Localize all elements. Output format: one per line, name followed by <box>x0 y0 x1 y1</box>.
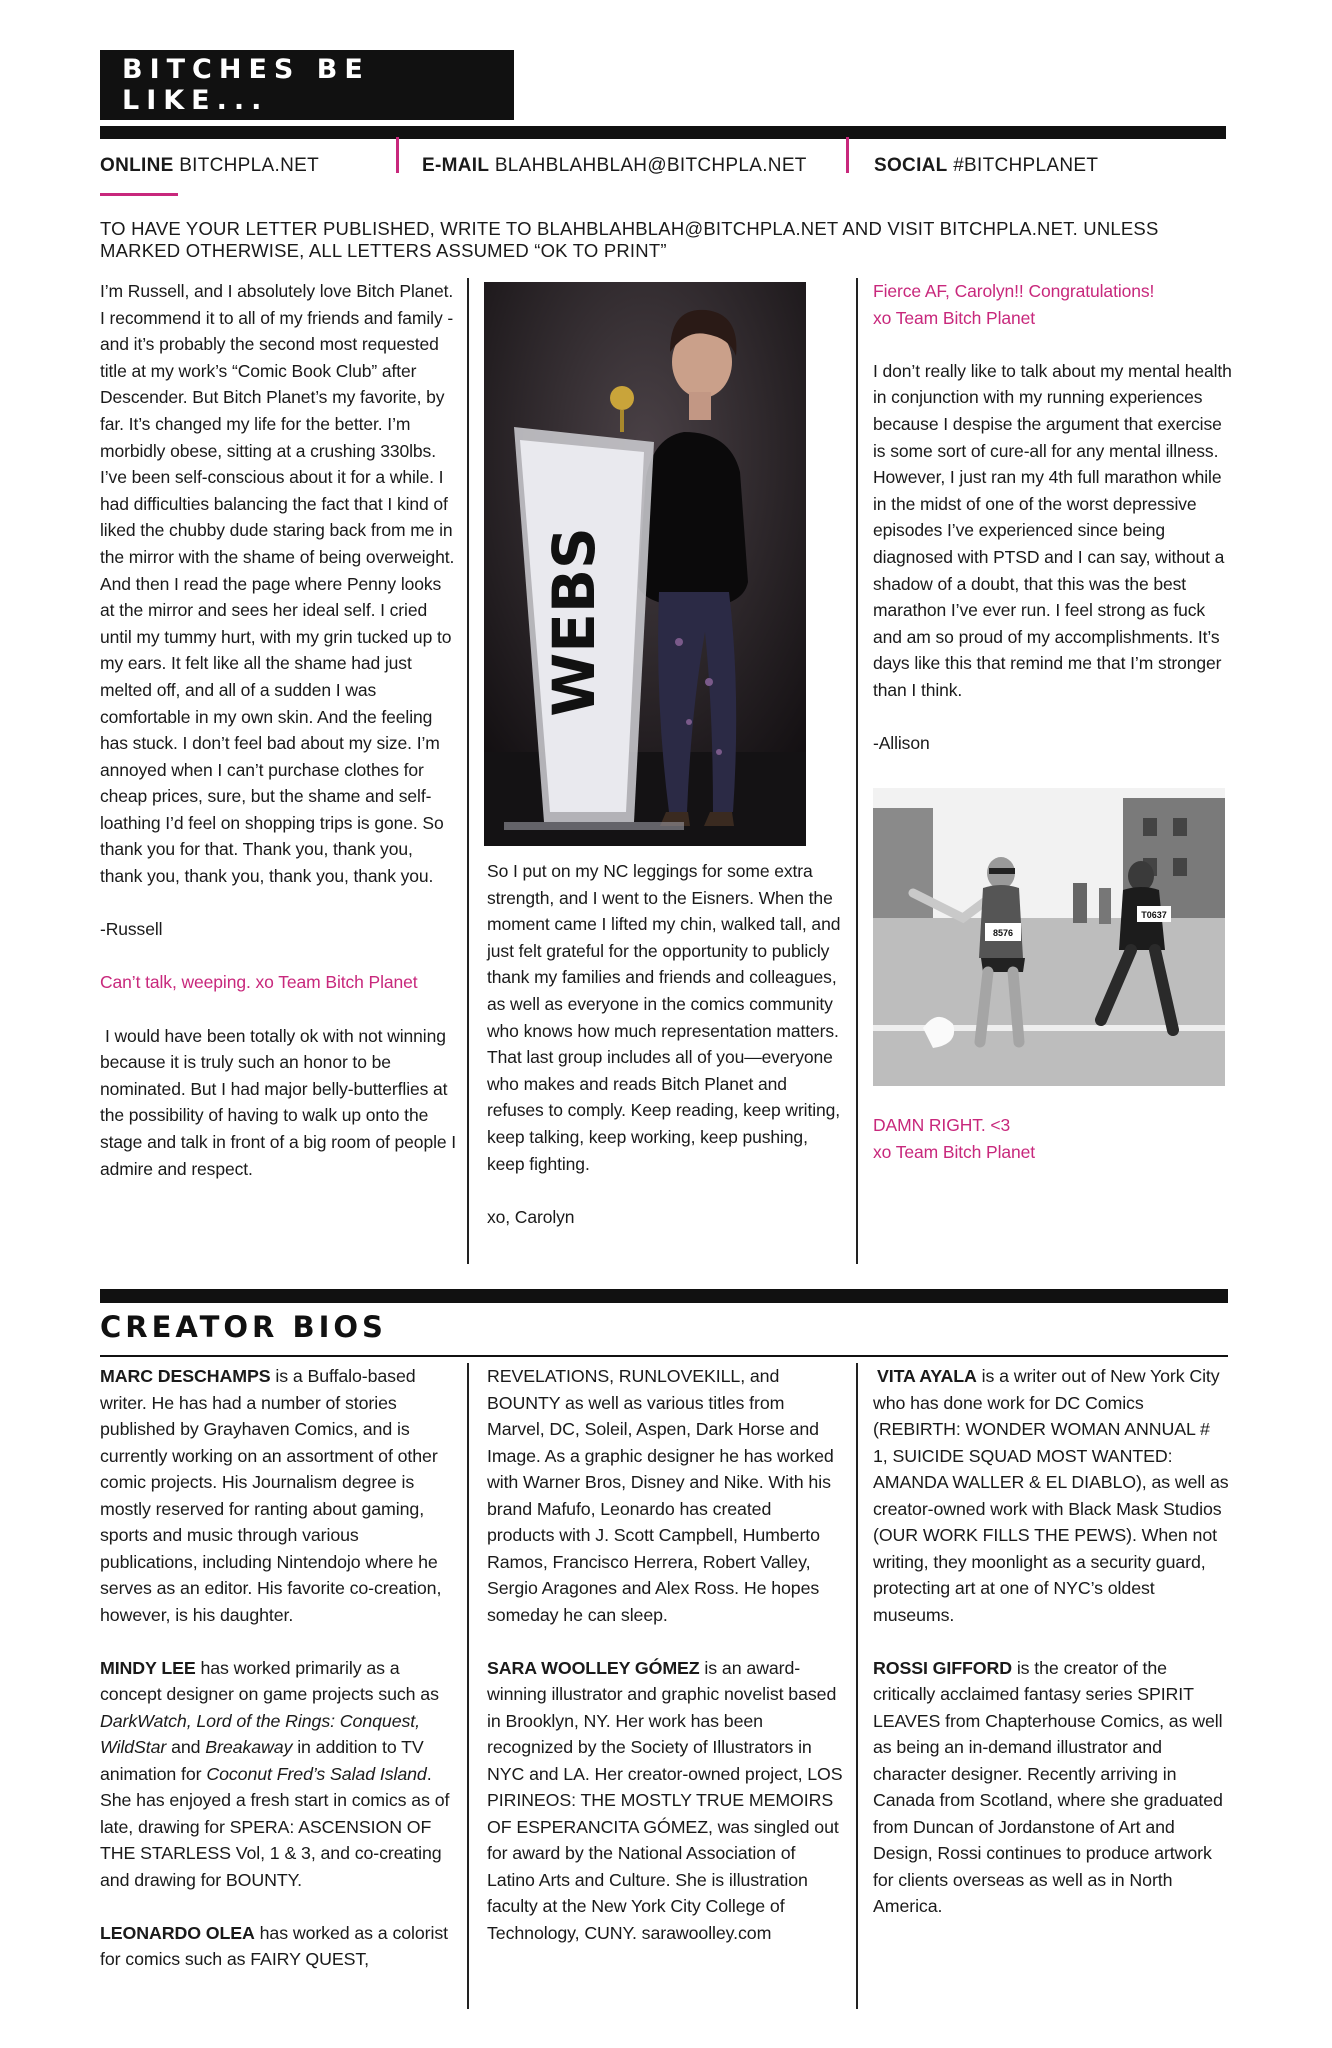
top-rule <box>100 126 1226 139</box>
bios-column-1 <box>100 1363 458 1973</box>
race-bib: 8576 <box>992 928 1014 938</box>
team-reply: xo Team Bitch Planet <box>873 307 1036 328</box>
contact-value: #BITCHPLANET <box>953 155 1099 176</box>
contact-divider <box>846 137 849 173</box>
bio-sara: SARA WOOLLEY GÓMEZ is an award-winning illustrator and graphic novelist based in Brooklyn, NY. Her work has been recognized by the Society of Illustrators in NYC and LA. Her creator-owned project, LOS PIRINEOS: THE MOSTLY TRUE MEMOIRS OF ESPERANCITA GÓMEZ, was singled out for award by the National Association of Latino Arts and Culture. She is illustration faculty at the New York City College of Technology, CUNY. sarawoolley.com <box>487 1657 843 1943</box>
letters-column-3-reply <box>873 1112 1233 1165</box>
team-reply: xo Team Bitch Planet <box>873 1141 1036 1162</box>
contact-label: ONLINE <box>100 155 174 176</box>
letter-body: I’m Russell, and I absolutely love Bitch Planet. I recommend it to all of my friends and family - and it’s probably the second most requested title at my work’s “Comic Book Club” after Descender. But Bitch Planet’s my favorite, by far. It’s changed my life for the better. I’m morbidly obese, sitting at a crushing 330lbs. I’ve been self-conscious about it for a while. I had difficulties balancing the fact that I kind of liked the chubby dude staring back from me in the mirror with the shame of being overweight. And then I read the page where Penny looks at the mirror and sees her ideal self. I cried until my tummy hurt, with my grin tucked up to my ears. It felt like all the shame had just melted off, and all of a sudden I was comfortable in my own skin. And the feeling has stuck. I don’t feel bad about my size. I’m annoyed when I can’t purchase clothes for cheap prices, sure, but the shame and self-loathing I’d feel on shopping trips is gone. So thank you for that. Thank you, thank you, thank you, thank you, thank you, thank you. <box>100 281 455 887</box>
contact-label: SOCIAL <box>874 155 948 176</box>
bio-leonardo-continued: REVELATIONS, RUNLOVEKILL, and BOUNTY as well as various titles from Marvel, DC, Soleil, Aspen, Dark Horse and Image. As a graphic designer he has worked with Warner Bros, Disney and Nike. With his brand Mafufo, Leonardo has created products with J. Scott Campbell, Humberto Ramos, Francisco Herrera, Robert Valley, Sergio Aragones and Alex Ross. He hopes someday he can sleep. <box>487 1366 834 1625</box>
column-divider <box>856 278 858 1264</box>
bio-leonardo: LEONARDO OLEA has worked as a colorist for comics such as FAIRY QUEST, <box>100 1922 448 1970</box>
letter-signature: -Russell <box>100 919 163 940</box>
contact-social[interactable] <box>874 155 1098 177</box>
bio-mindy: MINDY LEE has worked primarily as a concept designer on game projects such as DarkWatch, Lord of the Rings: Conquest, WildStar and Breakaway in addition to TV animation for Coconut Fred’s Salad Island. She has enjoyed a fresh start in comics as of late, drawing for SPERA: ASCENSION OF THE STARLESS Vol, 1 & 3, and co-creating and drawing for BOUNTY. <box>100 1657 450 1890</box>
bio-marc: MARC DESCHAMPS is a Buffalo-based writer. He has had a number of stories published by Grayhaven Comics, and is currently working on an assortment of other comic projects. His Journalism degree is mostly reserved for ranting about gaming, sports and music through various publications, including Nintendojo where he serves as an editor. His favorite co-creation, however, is his daughter. <box>100 1366 442 1625</box>
bio-rossi: ROSSI GIFFORD is the creator of the critically acclaimed fantasy series SPIRIT LEAVES from Chapterhouse Comics, as well as being an in-demand illustrator and character designer. Recently arriving in Canada from Scotland, where she graduated from Duncan of Jordanstone of Art and Design, Rossi continues to produce artwork for clients overseas as well as in North America. <box>873 1657 1223 1917</box>
creator-name: ROSSI GIFFORD <box>873 1657 1012 1678</box>
podium-logo <box>540 527 608 717</box>
creator-name: LEONARDO OLEA <box>100 1922 255 1943</box>
letter-signature: -Allison <box>873 733 930 754</box>
team-reply: Can’t talk, weeping. xo Team Bitch Planet <box>100 972 418 993</box>
creator-name: VITA AYALA <box>877 1366 977 1386</box>
eisner-podium-photo <box>484 282 806 846</box>
creator-name: MARC DESCHAMPS <box>100 1366 271 1386</box>
active-underline <box>100 193 178 196</box>
podium-photo-illustration <box>484 282 806 846</box>
contact-email[interactable] <box>422 155 807 177</box>
column-divider <box>467 1363 469 2009</box>
marathon-photo <box>873 788 1225 1086</box>
team-reply: DAMN RIGHT. <3 <box>873 1115 1011 1135</box>
contact-value: BLAHBLAHBLAH@BITCHPLA.NET <box>494 155 807 176</box>
bio-vita: VITA AYALA is a writer out of New York City who has done work for DC Comics (REBIRTH: WONDER WOMAN ANNUAL # 1, SUICIDE SQUAD MOST WANTED: AMANDA WALLER & EL DIABLO), as well as creator-owned work with Black Mask Studios (OUR WORK FILLS THE PEWS). When not writing, they moonlight as a security guard, protecting art at one of NYC’s oldest museums. <box>873 1366 1229 1625</box>
creator-bios-title: CREATOR BIOS <box>100 1310 387 1344</box>
letters-column-3 <box>873 278 1233 757</box>
letters-column-1 <box>100 278 458 1182</box>
team-reply: Fierce AF, Carolyn!! Congratulations! <box>873 281 1155 301</box>
bios-column-3 <box>873 1363 1229 1920</box>
letters-column-2 <box>487 858 843 1230</box>
svg-text:WEBS: WEBS <box>540 527 608 717</box>
column-divider <box>467 278 469 1264</box>
section-rule <box>100 1289 1228 1303</box>
contact-online[interactable] <box>100 155 319 177</box>
contact-divider <box>396 137 399 173</box>
creator-name: MINDY LEE <box>100 1657 196 1678</box>
contact-label: E-MAIL <box>422 155 490 176</box>
race-bib: T0637 <box>1141 910 1167 920</box>
letter-signature: xo, Carolyn <box>487 1206 575 1227</box>
creator-name: SARA WOOLLEY GÓMEZ <box>487 1657 700 1678</box>
section-title-letters: BITCHES BE LIKE... <box>100 50 514 120</box>
bios-column-2 <box>487 1363 843 1946</box>
submission-instructions: TO HAVE YOUR LETTER PUBLISHED, WRITE TO BLAHBLAHBLAH@BITCHPLA.NET AND VISIT BITCHPLA.NET. UNLESS MARKED OTHERWISE, ALL LETTERS ASSUMED “OK TO PRINT” <box>100 218 1159 261</box>
column-divider <box>856 1363 858 2009</box>
marathon-photo-illustration <box>873 788 1225 1086</box>
letter-body: I don’t really like to talk about my mental health in conjunction with my running experiences because I despise the argument that exercise is some sort of cure-all for any mental illness. However, I just ran my 4th full marathon while in the midst of one of the worst depressive episodes I’ve experienced since being diagnosed with PTSD and I can say, without a shadow of a doubt, that this was the best marathon I’ve ever run. I feel strong as fuck and am so proud of my accomplishments. It’s days like this that remind me that I’m stronger than I think. <box>873 360 1232 700</box>
section-underline <box>100 1355 1228 1357</box>
contact-value: BITCHPLA.NET <box>179 155 319 176</box>
letter-body: I would have been totally ok with not winning because it is truly such an honor to be nominated. But I had major belly-butterflies at the possibility of having to walk up onto the stage and talk in front of a big room of people I admire and respect. <box>100 1025 457 1179</box>
letter-body: So I put on my NC leggings for some extra strength, and I went to the Eisners. When the moment came I lifted my chin, walked tall, and just felt grateful for the opportunity to publicly thank my families and friends and colleagues, as well as everyone in the comics community who knows how much representation matters. That last group includes all of you—everyone who makes and reads Bitch Planet and refuses to comply. Keep reading, keep writing, keep talking, keep working, keep pushing, keep fighting. <box>487 861 841 1174</box>
